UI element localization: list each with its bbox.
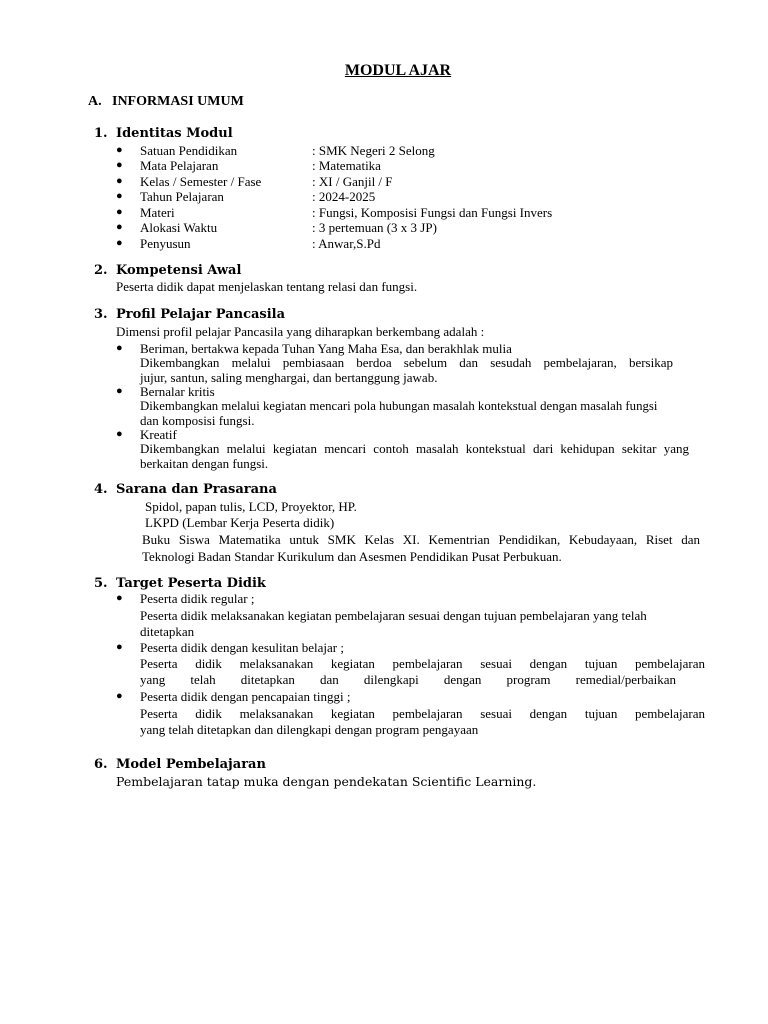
bullet-icon: ● [116,175,123,187]
heading-profil-pelajar [94,307,285,322]
identitas-label: Alokasi Waktu [140,220,218,235]
heading-text: Identitas Modul [116,126,233,141]
model-text: Pembelajaran tatap muka dengan pendekatan Scientific Learning. [116,774,537,789]
target-item-desc: yang telah ditetapkan dan dilengkapi dengan program remedial/perbaikan [140,672,676,687]
bullet-icon: ● [116,641,123,653]
bullet-icon: ● [116,144,123,156]
identitas-value: : 2024-2025 [312,189,376,204]
heading-text: Model Pembelajaran [116,757,266,772]
bullet-icon: ● [116,190,123,202]
section-a-label: INFORMASI UMUM [112,94,244,109]
sarana-line: Buku Siswa Matematika untuk SMK Kelas XI. Kementrian Pendidikan, Kebudayaan, Riset dan [142,532,700,547]
sarana-line: Teknologi Badan Standar Kurikulum dan Asesmen Pendidikan Pusat Perbukuan. [142,549,562,564]
bullet-icon: ● [116,428,123,440]
heading-text: Profil Pelajar Pancasila [116,307,286,322]
heading-number: 5. [94,576,108,591]
heading-sarana-prasarana [94,482,277,497]
heading-number: 2. [94,263,108,278]
target-item-desc: ditetapkan [140,624,195,639]
profil-item-desc: Dikembangkan melalui pembiasaan berdoa sebelum dan sesudah pembelajaran, bersikap [140,355,673,370]
profil-item-title: Beriman, bertakwa kepada Tuhan Yang Maha Esa, dan berakhlak mulia [140,341,512,356]
heading-number: 3. [94,307,108,322]
bullet-icon: ● [116,690,123,702]
target-item-title: Peserta didik regular ; [140,591,255,606]
profil-item-desc: jujur, santun, saling menghargai, dan bertanggung jawab. [140,370,438,385]
identitas-value: : XI / Ganjil / F [312,174,393,189]
sarana-line: Spidol, papan tulis, LCD, Proyektor, HP. [145,499,357,514]
identitas-label: Materi [140,205,175,220]
identitas-value: : 3 pertemuan (3 x 3 JP) [312,220,437,235]
bullet-icon: ● [116,206,123,218]
profil-item-title: Kreatif [140,427,177,442]
profil-intro: Dimensi profil pelajar Pancasila yang diharapkan berkembang adalah : [116,324,485,339]
bullet-icon: ● [116,159,123,171]
identitas-label: Kelas / Semester / Fase [140,174,262,189]
identitas-value: : SMK Negeri 2 Selong [312,143,435,158]
profil-item-desc: Dikembangkan melalui kegiatan mencari contoh masalah kontekstual dari kehidupan sekitar yang [140,441,689,456]
identitas-value: : Fungsi, Komposisi Fungsi dan Fungsi Invers [312,205,553,220]
heading-target-peserta [94,576,266,591]
bullet-icon: ● [116,385,123,397]
heading-number: 6. [94,757,108,772]
profil-item-desc: dan komposisi fungsi. [140,413,255,428]
target-item-desc: Peserta didik melaksanakan kegiatan pembelajaran sesuai dengan tujuan pembelajaran [140,656,705,671]
bullet-icon: ● [116,221,123,233]
bullet-icon: ● [116,342,123,354]
section-a-heading [88,94,244,110]
section-a-letter: A. [88,94,102,109]
identitas-value: : Anwar,S.Pd [312,236,381,251]
heading-number: 1. [94,126,108,141]
heading-text: Kompetensi Awal [116,263,242,278]
sarana-line: LKPD (Lembar Kerja Peserta didik) [145,515,335,530]
heading-model-pembelajaran [94,757,266,772]
profil-item-title: Bernalar kritis [140,384,215,399]
page-title: MODUL AJAR [344,62,452,79]
heading-number: 4. [94,482,108,497]
target-item-desc: Peserta didik melaksanakan kegiatan pembelajaran sesuai dengan tujuan pembelajaran yang telah [140,608,647,623]
identitas-value: : Matematika [312,158,381,173]
bullet-icon: ● [116,237,123,249]
target-item-desc: Peserta didik melaksanakan kegiatan pembelajaran sesuai dengan tujuan pembelajaran [140,706,705,721]
heading-text: Target Peserta Didik [116,576,266,591]
target-item-title: Peserta didik dengan pencapaian tinggi ; [140,689,351,704]
heading-text: Sarana dan Prasarana [116,482,277,497]
bullet-icon: ● [116,592,123,604]
identitas-label: Satuan Pendidikan [140,143,238,158]
profil-item-desc: Dikembangkan melalui kegiatan mencari pola hubungan masalah kontekstual dengan masalah fungsi [140,399,658,413]
target-item-title: Peserta didik dengan kesulitan belajar ; [140,640,344,655]
kompetensi-text: Peserta didik dapat menjelaskan tentang relasi dan fungsi. [116,279,418,294]
heading-kompetensi-awal [94,263,241,278]
identitas-label: Penyusun [140,236,191,251]
target-item-desc: yang telah ditetapkan dan dilengkapi dengan program pengayaan [140,722,479,737]
profil-item-desc: berkaitan dengan fungsi. [140,456,269,471]
heading-identitas-modul [94,126,233,141]
identitas-label: Tahun Pelajaran [140,189,224,204]
identitas-label: Mata Pelajaran [140,158,219,173]
